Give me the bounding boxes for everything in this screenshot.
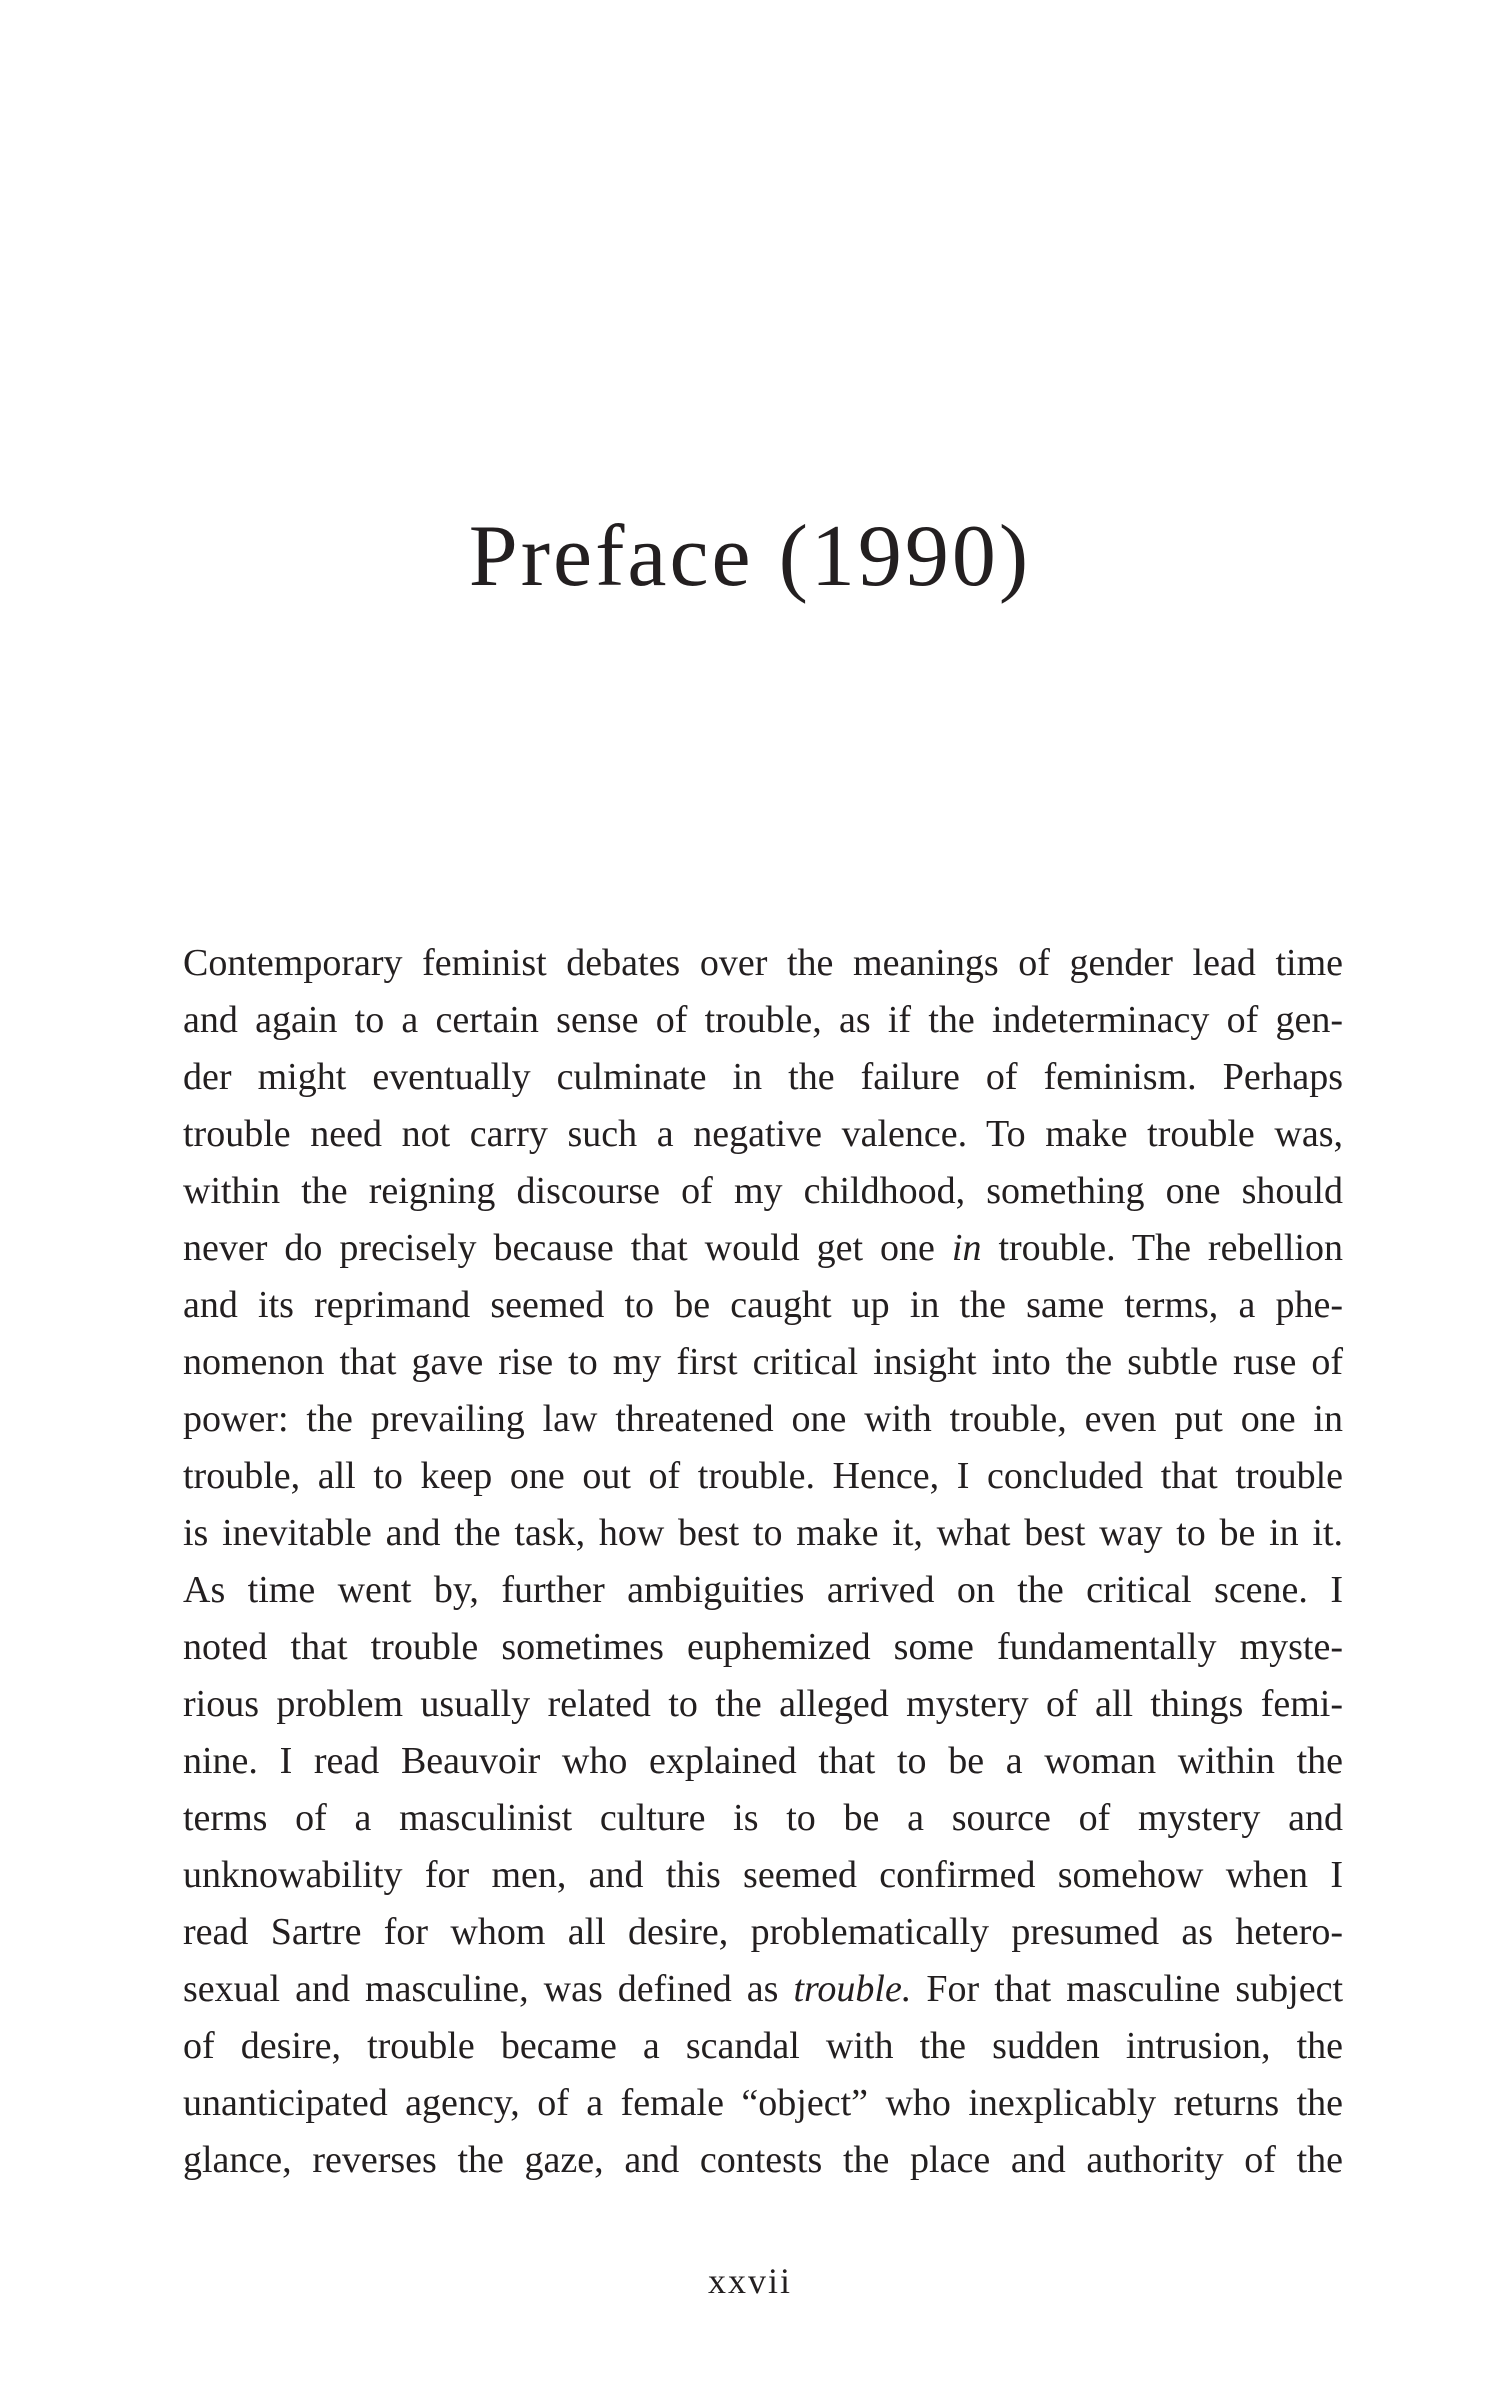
text-line (183, 1334, 1343, 1391)
text-line (183, 2018, 1343, 2075)
text-segment: within the reigning discourse of my childhood, something one should (183, 1170, 1343, 1212)
text-line (183, 1904, 1343, 1961)
text-line (183, 1961, 1343, 2018)
text-line (183, 992, 1343, 1049)
text-segment: of desire, trouble became a scandal with the sudden intrusion, the (183, 2025, 1343, 2067)
text-line (183, 1676, 1343, 1733)
text-segment: der might eventually culminate in the failure of feminism. Perhaps (183, 1056, 1343, 1098)
text-segment: trouble. The rebellion (981, 1227, 1343, 1269)
text-segment: noted that trouble sometimes euphemized some fundamentally myste- (183, 1626, 1343, 1668)
text-line (183, 1790, 1343, 1847)
text-line (183, 1847, 1343, 1904)
text-segment: read Sartre for whom all desire, problematically presumed as hetero- (183, 1911, 1343, 1953)
text-segment: trouble, all to keep one out of trouble. Hence, I concluded that trouble (183, 1455, 1343, 1497)
text-line (183, 1733, 1343, 1790)
text-segment: Contemporary feminist debates over the meanings of gender lead time (183, 942, 1343, 984)
text-segment: terms of a masculinist culture is to be a source of mystery and (183, 1797, 1343, 1839)
text-line (183, 1220, 1343, 1277)
text-line (183, 1163, 1343, 1220)
text-line (183, 935, 1343, 992)
text-segment: glance, reverses the gaze, and contests the place and authority of the (183, 2139, 1343, 2181)
text-line (183, 1505, 1343, 1562)
text-segment: nomenon that gave rise to my first critical insight into the subtle ruse of (183, 1341, 1343, 1383)
text-segment: power: the prevailing law threatened one with trouble, even put one in (183, 1398, 1343, 1440)
text-segment: and again to a certain sense of trouble, as if the indeterminacy of gen- (183, 999, 1343, 1041)
text-line (183, 1391, 1343, 1448)
text-segment: nine. I read Beauvoir who explained that to be a woman within the (183, 1740, 1343, 1782)
text-line (183, 1106, 1343, 1163)
text-segment: As time went by, further ambiguities arrived on the critical scene. I (183, 1569, 1343, 1611)
body-paragraph (183, 935, 1343, 2189)
chapter-title: Preface (1990) (468, 508, 1032, 605)
text-segment: sexual and masculine, was defined as (183, 1968, 794, 2010)
text-segment: never do precisely because that would get one (183, 1227, 952, 1269)
text-line (183, 1562, 1343, 1619)
text-line (183, 2132, 1343, 2189)
text-segment: unanticipated agency, of a female “object” who inexplicably returns the (183, 2082, 1343, 2124)
text-segment: trouble need not carry such a negative valence. To make trouble was, (183, 1113, 1343, 1155)
text-segment: and its reprimand seemed to be caught up in the same terms, a phe- (183, 1284, 1343, 1326)
italic-text: trouble. (793, 1968, 912, 2010)
text-line (183, 2075, 1343, 2132)
italic-text: in (951, 1227, 982, 1269)
text-line (183, 1277, 1343, 1334)
text-line (183, 1619, 1343, 1676)
text-line (183, 1448, 1343, 1505)
text-segment: unknowability for men, and this seemed confirmed somehow when I (183, 1854, 1343, 1896)
text-segment: rious problem usually related to the alleged mystery of all things femi- (183, 1683, 1343, 1725)
text-line (183, 1049, 1343, 1106)
text-segment: is inevitable and the task, how best to make it, what best way to be in it. (183, 1512, 1343, 1554)
page-number: xxvii (707, 2261, 792, 2301)
text-segment: For that masculine subject (911, 1968, 1343, 2010)
